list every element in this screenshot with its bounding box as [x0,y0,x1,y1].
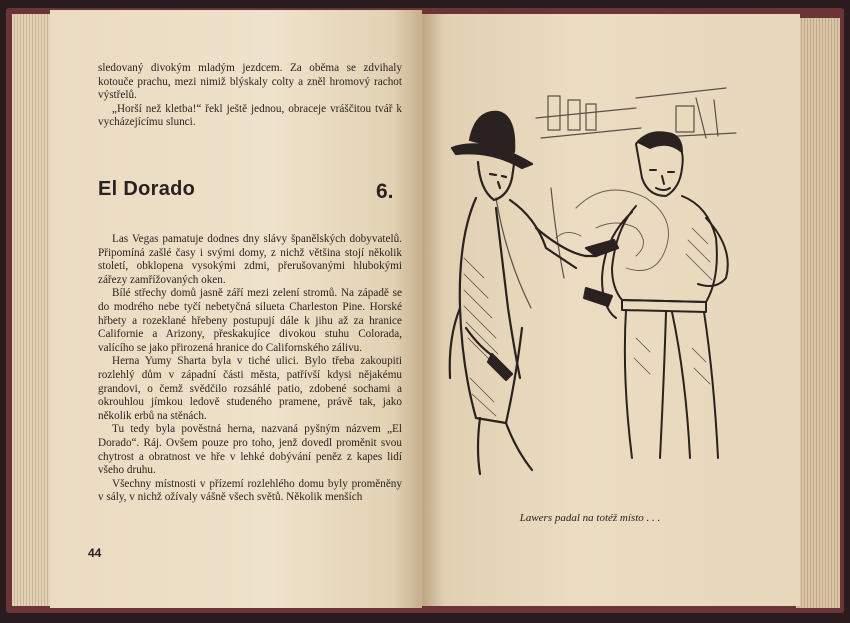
paragraph: Las Vegas pamatuje dodnes dny slávy španělských dobyvatelů. Připomíná zašlé časy i svými domy, z nichž většina stojí několik století, obklopena vysokými zdmi, přerušovanými hlubokými zářezy zamřížovaných oken. [98,233,402,286]
chapter-number: 6. [376,180,394,203]
paragraph: Herna Yumy Sharta byla v tiché ulici. Bylo třeba zakoupiti rozlehlý dům v západní části města, patřívší kdysi nějakému grandovi, o čemž svědčilo rozsáhlé patio, zdobené sochami a okrouhlou jímkou ledově studeného pramene, právě tak, jako několik erbů na stěnách. [98,355,402,422]
chapter-body [98,233,402,505]
paragraph: Bílé střechy domů jasně září mezi zelení stromů. Na západě se do modrého nebe tyčí nebetyčná silueta Charleston Pine. Horské hřbety a rozeklané hřebeny postupují dále k jihu až za hranice Californie a Arizony, přeskakujíce divokou stuhu Colorada, valícího se jako přirozená hranice do Californského zálivu. [98,287,402,354]
page-number: 44 [88,546,102,560]
paragraph: „Horší než kletba!“ řekl ještě jednou, obraceje vráščitou tvář k vycházejícímu slunci. [98,102,402,129]
page-edges-right [796,18,840,608]
paragraph: Tu tedy byla povĕstná herna, nazvaná pyšným názvem „El Dorado“. Ráj. Ovšem pouze pro toho, jenž dovedl proměnit svou chytrost a obratnost ve hře v lehké dobývání peněz z kapes lidí všeho druhu. [98,423,402,477]
paragraph: sledovaný divokým mladým jezdcem. Za oběma se zdvihaly kotouče prachu, mezi nimiž blýskaly colty a zněl hromový rachot výstřelů. [98,62,402,102]
illustration-caption: Lawers padal na totéž místo . . . [519,512,661,524]
chapter-title: El Dorado [98,178,196,200]
continued-text [98,62,402,130]
western-gunfight-illustration-icon [436,78,756,480]
paragraph: Všechny místnosti v přízemí rozlehlého domu byly proměněny v sály, v nichž ožívaly vášně všech světů. Několik menších [98,477,402,504]
